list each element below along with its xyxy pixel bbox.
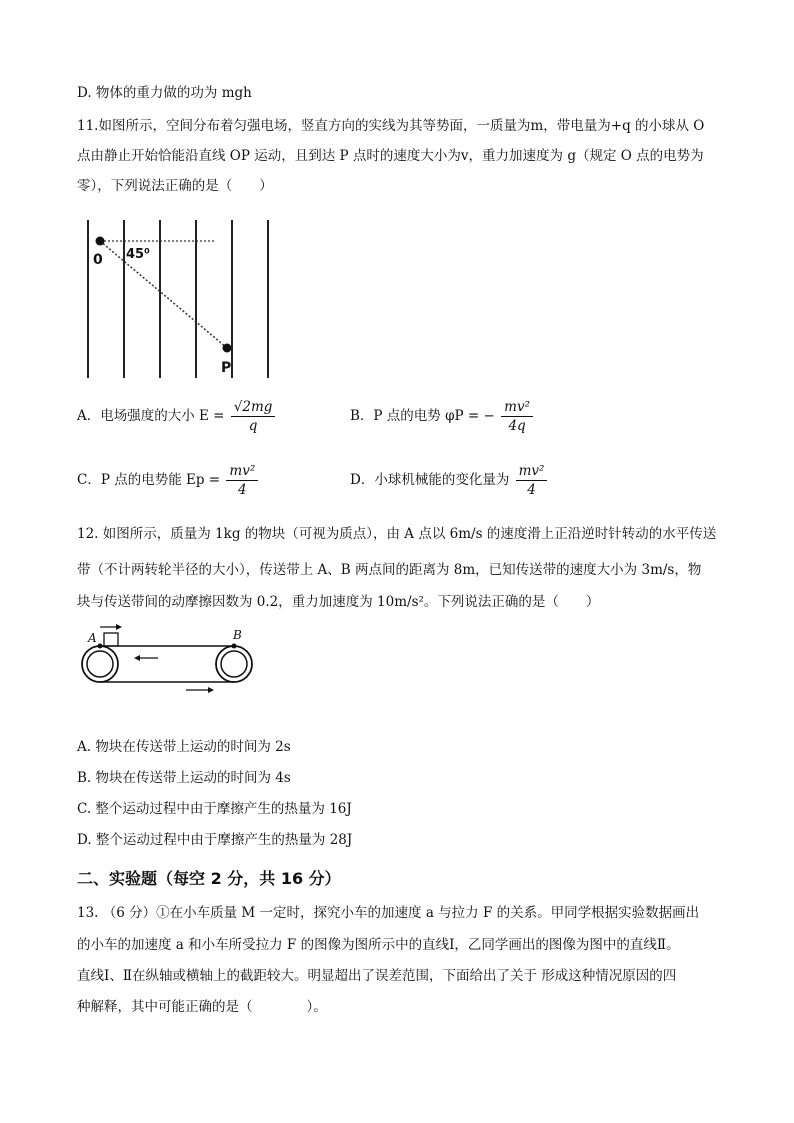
q13-line-1: 13. （6 分）①在小车质量 M 一定时，探究小车的加速度 a 与拉力 F 的关系。甲同学根据实验数据画出 xyxy=(77,905,700,921)
q13-line-2: 的小车的加速度 a 和小车所受拉力 F 的图像为图所示中的直线Ⅰ，乙同学画出的图像为图中的直线Ⅱ。 xyxy=(77,937,680,953)
label-b: B xyxy=(233,628,242,642)
left-wheel-inner xyxy=(87,651,113,677)
block xyxy=(104,633,118,646)
label-angle: 45⁰ xyxy=(126,247,150,262)
q12-stem-line-3: 块与传送带间的动摩擦因数为 0.2，重力加速度为 10m/s²。下列说法正确的是（ ） xyxy=(77,594,600,610)
point-b xyxy=(232,644,237,649)
q11-option-d: D．小球机械能的变化量为 $\frac{\text{mv²}}{4}$ xyxy=(350,462,547,499)
q11-option-b: B．P 点的电势 φP = − $\frac{\text{mv²}}{4q}$ xyxy=(350,398,533,435)
point-o xyxy=(96,237,105,246)
label-p: P xyxy=(221,360,232,376)
block-velocity-arrow-head xyxy=(116,624,122,630)
op-dotted-line xyxy=(100,241,227,348)
q12-option-b: B. 物块在传送带上运动的时间为 4s xyxy=(77,770,291,786)
right-wheel-inner xyxy=(221,651,247,677)
q11-option-c: C．P 点的电势能 Ep = $\frac{\text{mv²}}{4}$ xyxy=(77,462,258,499)
q11-figure xyxy=(80,218,280,383)
section-title: 二、实验题（每空 2 分，共 16 分） xyxy=(77,869,341,888)
q11-option-a: A．电场强度的大小 E = $\frac{√2mg}{q}$ xyxy=(77,398,275,435)
q12-option-c: C. 整个运动过程中由于摩擦产生的热量为 16J xyxy=(77,801,352,817)
q12-stem-line-1: 12. 如图所示，质量为 1kg 的物块（可视为质点），由 A 点以 6m/s 的速度滑上正沿逆时针转动的水平传送 xyxy=(77,526,717,542)
q10-option-d: D. 物体的重力做的功为 mgh xyxy=(77,85,252,101)
q11-stem-line-1: 11.如图所示，空间分布着匀强电场，竖直方向的实线为其等势面，一质量为m，带电量为+q 的小球从 O xyxy=(77,118,705,134)
q13-line-4: 种解释，其中可能正确的是（ ）。 xyxy=(77,999,327,1015)
bottom-belt-arrow-head xyxy=(208,687,214,693)
label-o: 0 xyxy=(93,252,103,268)
q11-stem-line-3: 零），下列说法正确的是（ ） xyxy=(77,178,273,194)
label-a: A xyxy=(88,631,97,645)
q11-stem-line-2: 点由静止开始恰能沿直线 OP 运动，且到达 P 点时的速度大小为v，重力加速度为 g（规定 O 点的电势为 xyxy=(77,148,704,164)
q12-stem-line-2: 带（不计两转轮半径的大小），传送带上 A、B 两点间的距离为 8m，已知传送带的速度大小为 3m/s，物 xyxy=(77,562,702,578)
point-a xyxy=(98,644,103,649)
q12-option-a: A. 物块在传送带上运动的时间为 2s xyxy=(77,739,291,755)
q12-figure xyxy=(78,618,260,700)
q13-line-3: 直线Ⅰ、Ⅱ在纵轴或横轴上的截距较大。明显超出了误差范围，下面给出了关于 形成这种情况原因的四 xyxy=(77,968,677,984)
top-belt-arrow-head xyxy=(134,655,140,661)
point-p xyxy=(223,344,232,353)
q12-option-d: D. 整个运动过程中由于摩擦产生的热量为 28J xyxy=(77,832,353,848)
